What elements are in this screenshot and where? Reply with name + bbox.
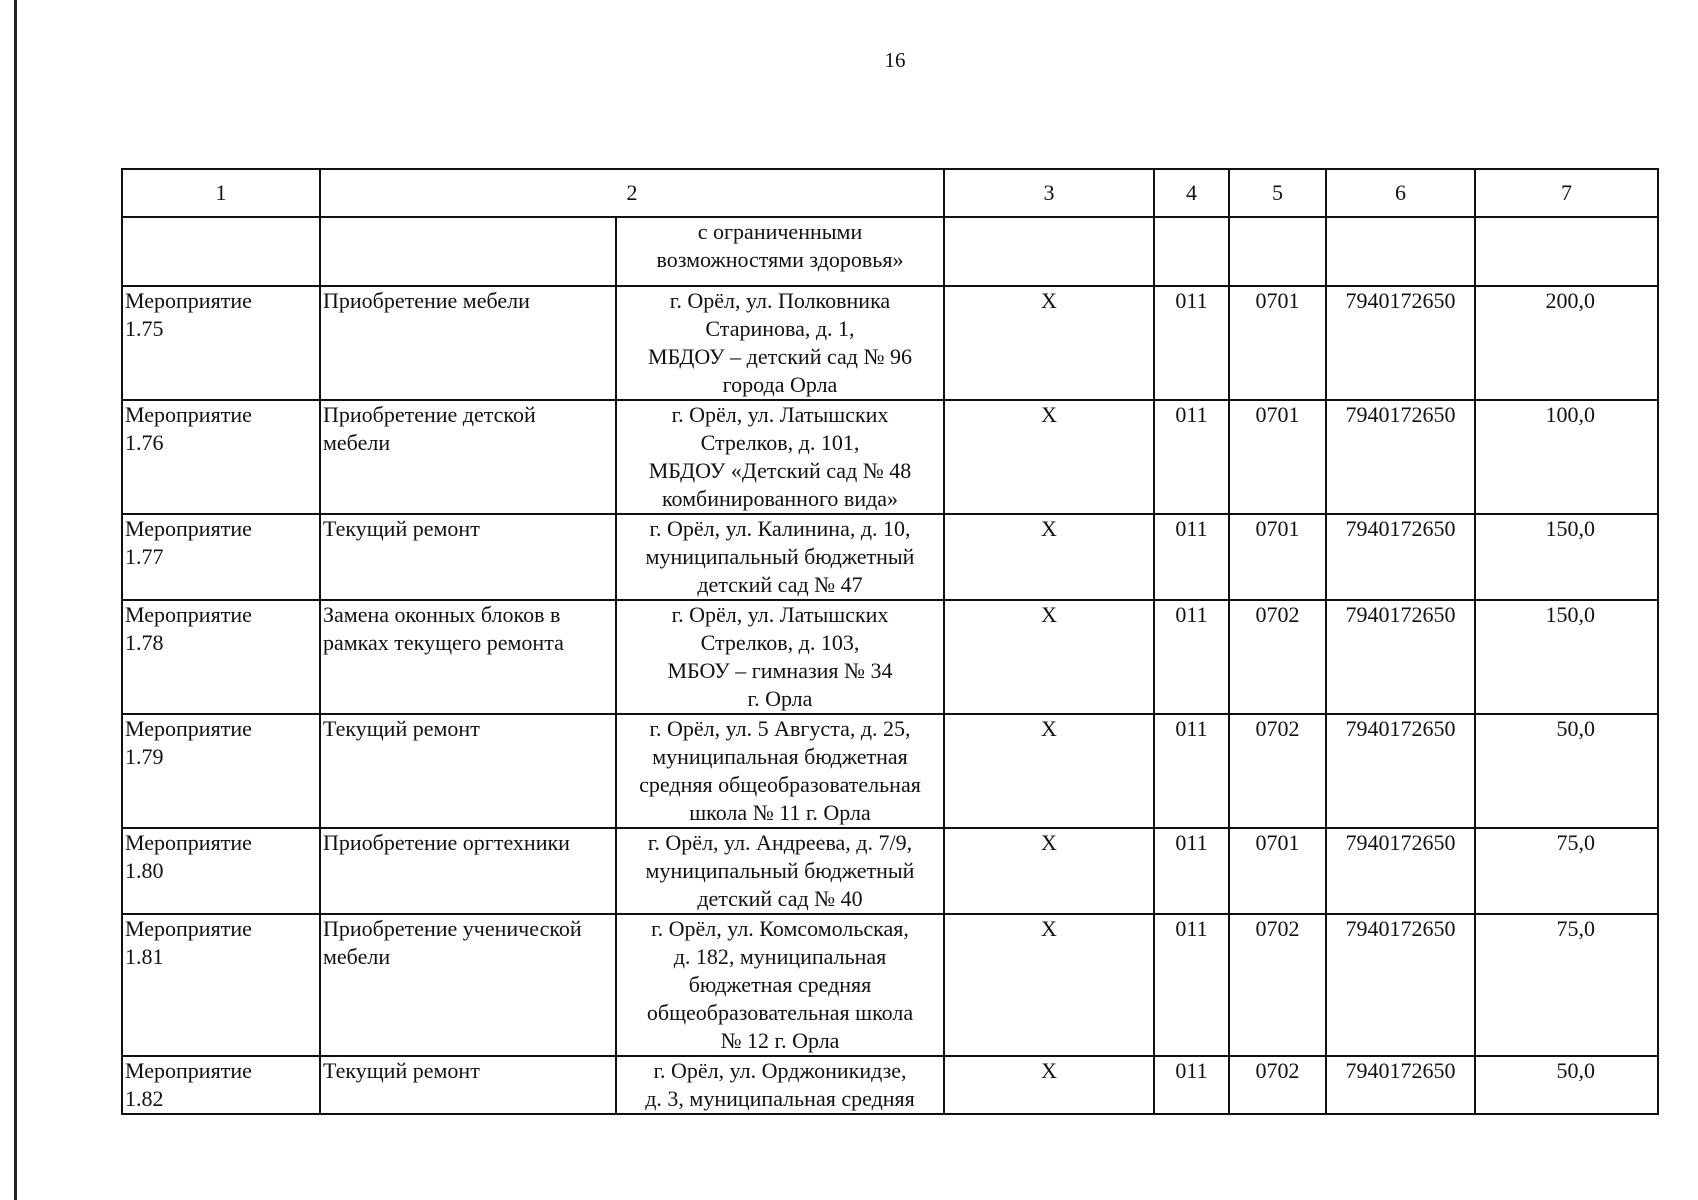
address-line: детский сад № 40 — [697, 886, 863, 911]
address-line: МБОУ – гимназия № 34 — [667, 658, 893, 683]
header-col-2: 2 — [320, 169, 944, 217]
header-col-3: 3 — [944, 169, 1154, 217]
code-cell: 011 — [1154, 828, 1229, 914]
event-line: Мероприятие — [125, 830, 252, 855]
table-row — [122, 600, 1658, 714]
code-cell — [1154, 217, 1229, 286]
amount-cell — [1475, 217, 1658, 286]
section-cell: 0702 — [1229, 600, 1326, 714]
address-line: г. Орёл, ул. Комсомольская, — [651, 916, 909, 941]
target-code-cell — [1326, 217, 1475, 286]
address-line: муниципальная бюджетная — [652, 744, 908, 769]
section-cell: 0701 — [1229, 400, 1326, 514]
event-line: 1.79 — [125, 744, 164, 769]
address-line: д. 3, муниципальная средняя — [645, 1086, 915, 1111]
name-cell — [320, 600, 616, 714]
address-line: № 12 г. Орла — [720, 1028, 840, 1053]
header-col-5: 5 — [1229, 169, 1326, 217]
address-line: города Орла — [722, 372, 838, 397]
amount-cell: 50,0 — [1475, 1056, 1658, 1114]
event-cell — [122, 286, 320, 400]
address-line: муниципальный бюджетный — [645, 544, 915, 569]
header-col-6: 6 — [1326, 169, 1475, 217]
name-line: Текущий ремонт — [323, 1058, 480, 1083]
section-cell — [1229, 217, 1326, 286]
table-row — [122, 217, 1658, 286]
address-line: школа № 11 г. Орла — [689, 800, 871, 825]
address-cell — [616, 217, 944, 286]
name-line: Приобретение мебели — [323, 288, 530, 313]
event-cell — [122, 914, 320, 1056]
address-line: МБДОУ – детский сад № 96 — [648, 344, 912, 369]
header-col-4: 4 — [1154, 169, 1229, 217]
address-cell — [616, 914, 944, 1056]
table-row — [122, 1056, 1658, 1114]
table-row — [122, 514, 1658, 600]
event-line: Мероприятие — [125, 1058, 252, 1083]
name-line: мебели — [323, 430, 391, 455]
address-line: г. Орёл, ул. Латышских — [671, 402, 889, 427]
name-line: Приобретение ученической — [323, 916, 582, 941]
section-cell: 0702 — [1229, 914, 1326, 1056]
header-col-7: 7 — [1475, 169, 1658, 217]
target-code-cell: 7940172650 — [1326, 1056, 1475, 1114]
amount-cell: 75,0 — [1475, 828, 1658, 914]
amount-cell: 100,0 — [1475, 400, 1658, 514]
name-line: Текущий ремонт — [323, 716, 480, 741]
address-cell — [616, 1056, 944, 1114]
amount-cell: 200,0 — [1475, 286, 1658, 400]
mark-cell: X — [944, 914, 1154, 1056]
target-code-cell: 7940172650 — [1326, 714, 1475, 828]
code-cell: 011 — [1154, 286, 1229, 400]
code-cell: 011 — [1154, 600, 1229, 714]
target-code-cell: 7940172650 — [1326, 286, 1475, 400]
event-line: Мероприятие — [125, 716, 252, 741]
address-line: г. Орёл, ул. Полковника — [669, 288, 891, 313]
address-line: Старинова, д. 1, — [705, 316, 855, 341]
address-line: комбинированного вида» — [661, 486, 899, 511]
event-cell — [122, 714, 320, 828]
event-cell — [122, 1056, 320, 1114]
address-cell — [616, 828, 944, 914]
amount-cell: 150,0 — [1475, 600, 1658, 714]
event-cell — [122, 400, 320, 514]
section-cell: 0702 — [1229, 1056, 1326, 1114]
address-cell — [616, 286, 944, 400]
event-line: 1.81 — [125, 944, 164, 969]
mark-cell: X — [944, 714, 1154, 828]
event-line: Мероприятие — [125, 288, 252, 313]
section-cell: 0701 — [1229, 514, 1326, 600]
header-row — [122, 169, 1658, 217]
target-code-cell: 7940172650 — [1326, 600, 1475, 714]
name-line: мебели — [323, 944, 391, 969]
event-line: 1.78 — [125, 630, 164, 655]
event-line: 1.80 — [125, 858, 164, 883]
event-line: 1.82 — [125, 1086, 164, 1111]
event-line: 1.76 — [125, 430, 164, 455]
address-line: г. Орёл, ул. Калинина, д. 10, — [649, 516, 911, 541]
section-cell: 0702 — [1229, 714, 1326, 828]
code-cell: 011 — [1154, 400, 1229, 514]
address-line: г. Орёл, ул. 5 Августа, д. 25, — [649, 716, 911, 741]
name-cell — [320, 914, 616, 1056]
address-cell — [616, 714, 944, 828]
mark-cell: X — [944, 600, 1154, 714]
event-line: Мероприятие — [125, 916, 252, 941]
mark-cell: X — [944, 286, 1154, 400]
address-line: муниципальный бюджетный — [645, 858, 915, 883]
name-line: Приобретение детской — [323, 402, 536, 427]
name-line: Текущий ремонт — [323, 516, 480, 541]
event-line: Мероприятие — [125, 402, 252, 427]
target-code-cell: 7940172650 — [1326, 400, 1475, 514]
table-row — [122, 828, 1658, 914]
mark-cell — [944, 217, 1154, 286]
address-cell — [616, 514, 944, 600]
event-line: 1.77 — [125, 544, 164, 569]
address-line: МБДОУ «Детский сад № 48 — [648, 458, 912, 483]
code-cell: 011 — [1154, 514, 1229, 600]
code-cell: 011 — [1154, 914, 1229, 1056]
code-cell: 011 — [1154, 714, 1229, 828]
address-line: д. 182, муниципальная — [673, 944, 887, 969]
address-line: Стрелков, д. 103, — [700, 630, 860, 655]
name-cell — [320, 400, 616, 514]
event-cell — [122, 600, 320, 714]
address-line: г. Орла — [747, 686, 813, 711]
amount-cell: 150,0 — [1475, 514, 1658, 600]
event-line: Мероприятие — [125, 516, 252, 541]
events-table — [121, 168, 1659, 1115]
address-line: общеобразовательная школа — [646, 1000, 914, 1025]
target-code-cell: 7940172650 — [1326, 914, 1475, 1056]
name-cell — [320, 217, 616, 286]
event-cell — [122, 217, 320, 286]
table-row — [122, 914, 1658, 1056]
address-line: возможностями здоровья» — [656, 247, 904, 272]
address-line: Стрелков, д. 101, — [700, 430, 860, 455]
name-cell — [320, 828, 616, 914]
table-row — [122, 286, 1658, 400]
event-line: 1.75 — [125, 316, 164, 341]
address-cell — [616, 400, 944, 514]
address-line: г. Орёл, ул. Андреева, д. 7/9, — [647, 830, 913, 855]
mark-cell: X — [944, 400, 1154, 514]
address-line: детский сад № 47 — [697, 572, 863, 597]
page-number: 16 — [884, 48, 906, 72]
name-line: рамках текущего ремонта — [323, 630, 564, 655]
address-line: г. Орёл, ул. Латышских — [671, 602, 889, 627]
address-line: с ограниченными — [697, 219, 863, 244]
mark-cell: X — [944, 828, 1154, 914]
name-line: Замена оконных блоков в — [323, 602, 561, 627]
name-cell — [320, 514, 616, 600]
address-cell — [616, 600, 944, 714]
table-row — [122, 400, 1658, 514]
name-line: Приобретение оргтехники — [323, 830, 570, 855]
event-cell — [122, 514, 320, 600]
target-code-cell: 7940172650 — [1326, 514, 1475, 600]
address-line: бюджетная средняя — [688, 972, 872, 997]
section-cell: 0701 — [1229, 286, 1326, 400]
mark-cell: X — [944, 514, 1154, 600]
code-cell: 011 — [1154, 1056, 1229, 1114]
section-cell: 0701 — [1229, 828, 1326, 914]
mark-cell: X — [944, 1056, 1154, 1114]
table-row — [122, 714, 1658, 828]
amount-cell: 75,0 — [1475, 914, 1658, 1056]
address-line: г. Орёл, ул. Орджоникидзе, — [653, 1058, 907, 1083]
address-line: средняя общеобразовательная — [639, 772, 921, 797]
target-code-cell: 7940172650 — [1326, 828, 1475, 914]
event-line: Мероприятие — [125, 602, 252, 627]
name-cell — [320, 1056, 616, 1114]
event-cell — [122, 828, 320, 914]
page-left-edge — [14, 0, 17, 1200]
name-cell — [320, 286, 616, 400]
name-cell — [320, 714, 616, 828]
amount-cell: 50,0 — [1475, 714, 1658, 828]
header-col-1: 1 — [122, 169, 320, 217]
